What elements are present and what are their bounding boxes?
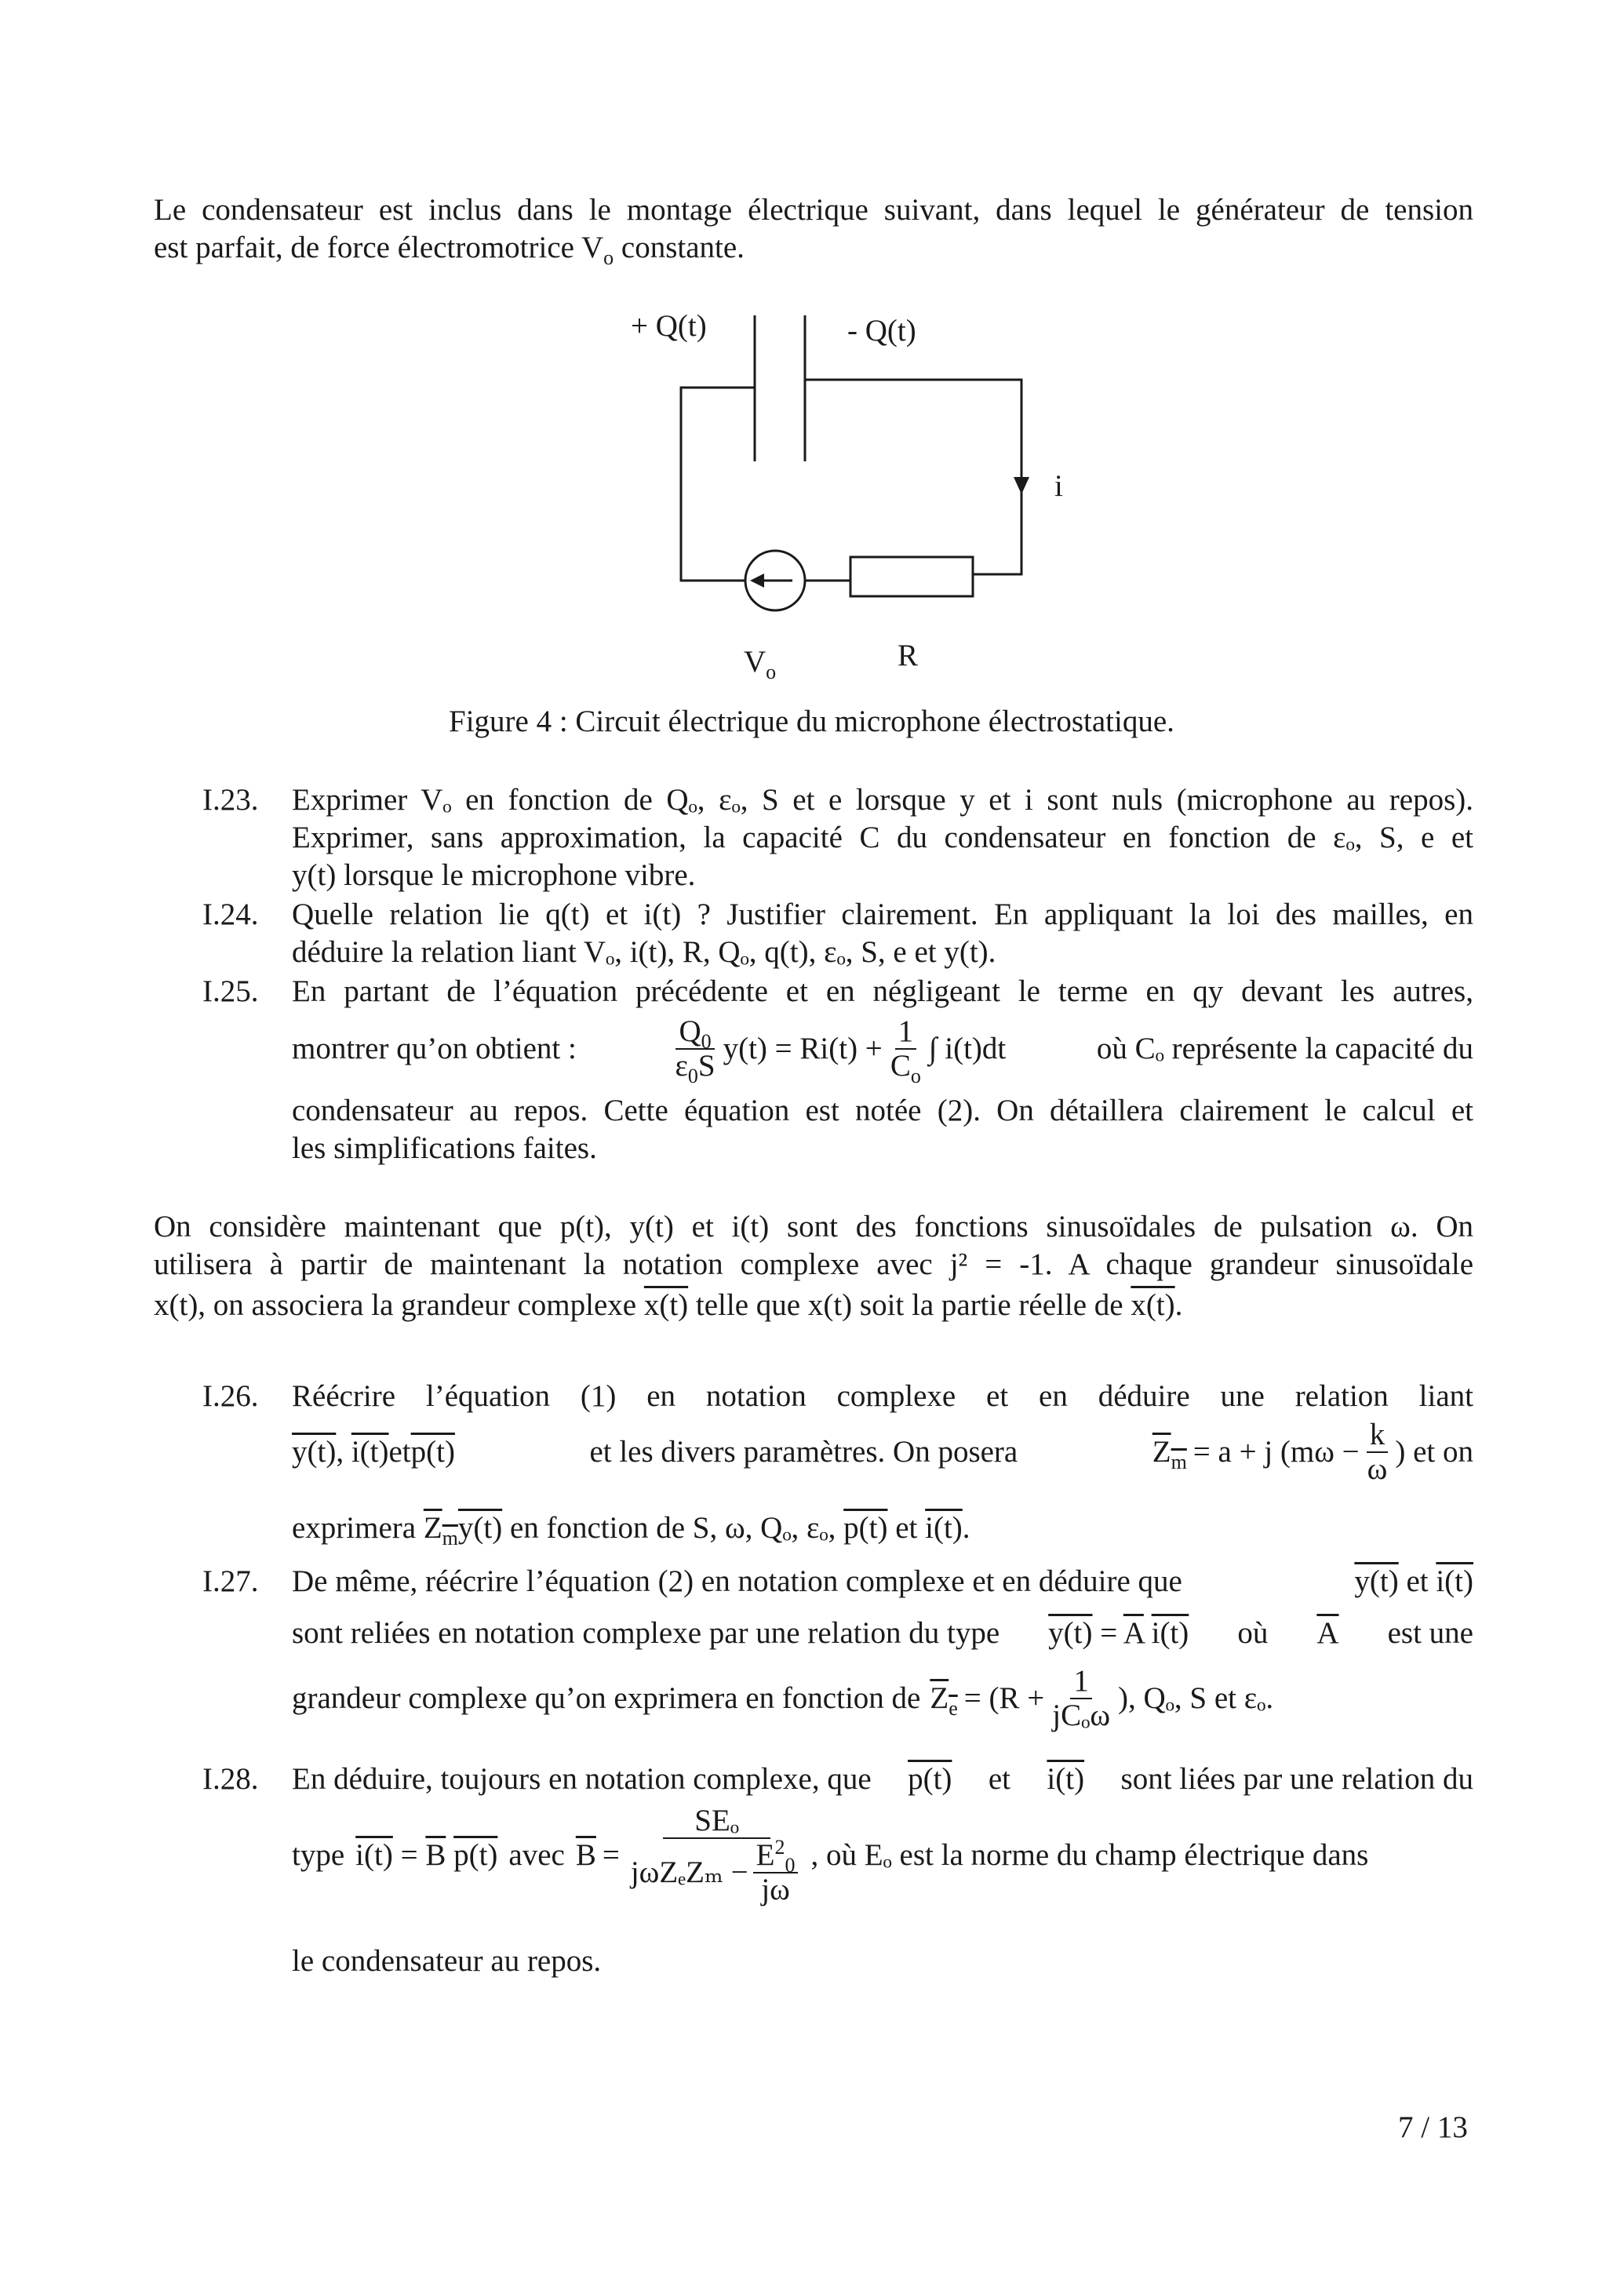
wire-right <box>805 380 1021 574</box>
figure-caption: Figure 4 : Circuit électrique du microphone électrostatique. <box>449 705 1174 738</box>
question-number-24: I.24. <box>202 898 259 931</box>
intro-line-2: est parfait, de force électromotrice $V_o$ constante. <box>154 231 745 269</box>
q27-line-1: De même, réécrire l’équation (2) en notation complexe et en déduire que y(t) et i(t) <box>292 1564 1473 1598</box>
q26-line-3: exprimera $Z_my(t)$ en fonction de S, ω, Qₒ, εₒ, p(t) et i(t). <box>292 1511 970 1549</box>
label-minus-q: - Q(t) <box>847 314 916 348</box>
q25-line-4: les simplifications faites. <box>292 1131 597 1165</box>
label-current-i: i <box>1054 469 1063 503</box>
fraction-b-definition: SEₒ jωZₑZₘ − $\frac{E^2_0}{j\omega}$ <box>628 1804 807 1906</box>
q28-line-3: le condensateur au repos. <box>292 1944 602 1978</box>
wire-left <box>681 388 755 581</box>
current-arrow <box>1014 477 1029 494</box>
question-number-26: I.26. <box>202 1379 259 1413</box>
q23-line-2: Exprimer, sans approximation, la capacité C du condensateur en fonction de εₒ, S, e et <box>292 821 1473 854</box>
label-vo: $V_o$ <box>744 645 777 683</box>
q25-equation-line: montrer qu’on obtient : $\frac{Q_0}{\varepsilon_0S}$ y(t) = Ri(t) + $\frac{1}{C_o}$ ∫ i(t)dt où Cₒ représente la capacité du <box>292 1014 1473 1087</box>
generator-arrow-head <box>750 574 764 588</box>
page-number: 7 / 13 <box>1398 2110 1468 2144</box>
mid-line-1: On considère maintenant que p(t), y(t) et i(t) sont des fonctions sinusoïdales de pulsation ω. On <box>154 1210 1473 1243</box>
q24-line-2: déduire la relation liant Vₒ, i(t), R, Qₒ, q(t), εₒ, S, e et y(t). <box>292 935 996 969</box>
resistor <box>850 557 973 596</box>
q23-line-1: Exprimer Vₒ en fonction de Qₒ, εₒ, S et e lorsque y et i sont nuls (microphone au repos). <box>292 783 1473 817</box>
q24-line-1: Quelle relation lie q(t) et i(t) ? Justifier clairement. En appliquant la loi des mailles, en <box>292 898 1473 931</box>
q25-line-1: En partant de l’équation précédente et en négligeant le terme en qy devant les autres, <box>292 974 1473 1008</box>
fraction-q0-eps0s: $\frac{Q_0}{\varepsilon_0S}$ <box>675 1014 716 1087</box>
q23-line-3: y(t) lorsque le microphone vibre. <box>292 858 696 892</box>
fraction-e0sq-jomega: $\frac{E^2_0}{j\omega}$ <box>753 1839 799 1906</box>
q28-line-1: En déduire, toujours en notation complexe, que p(t) et i(t) sont liées par une relation du <box>292 1762 1473 1796</box>
intro-line-1: Le condensateur est inclus dans le montage électrique suivant, dans lequel le générateur de tension <box>154 193 1473 227</box>
mid-line-2: utilisera à partir de maintenant la notation complexe avec j² = -1. A chaque grandeur sinusoïdale <box>154 1247 1473 1281</box>
fraction-1-jcomega: $\frac{1}{\text{jCₒω}}$ <box>1052 1664 1110 1732</box>
label-plus-q: + Q(t) <box>631 309 707 343</box>
q26-line-2: y(t), i(t)etp(t) et les divers paramètres. On posera $Z_m$ = a + j (mω − $\frac{k}{\omega}$ ) et on <box>292 1418 1473 1486</box>
question-number-27: I.27. <box>202 1564 259 1598</box>
q25-line-3: condensateur au repos. Cette équation est notée (2). On détaillera clairement le calcul et <box>292 1094 1473 1127</box>
fraction-k-omega: $\frac{k}{\omega}$ <box>1367 1418 1388 1486</box>
q26-line-1: Réécrire l’équation (1) en notation complexe et en déduire une relation liant <box>292 1379 1473 1413</box>
mid-line-3: x(t), on associera la grandeur complexe x(t) telle que x(t) soit la partie réelle de x(t). <box>154 1288 1183 1322</box>
q27-line-3: grandeur complexe qu’on exprimera en fonction de $Z_e$ = (R + $\frac{1}{\text{jCₒω}}$ ), Qₒ, S et εₒ. <box>292 1664 1274 1732</box>
question-number-23: I.23. <box>202 783 259 817</box>
fraction-1-co: $\frac{1}{C_o}$ <box>890 1014 921 1087</box>
question-number-28: I.28. <box>202 1762 259 1796</box>
question-number-25: I.25. <box>202 974 259 1008</box>
q27-line-2: sont reliées en notation complexe par une relation du type $y(t) = \overline{A}$ i(t) où $\overline{A}$ est une <box>292 1616 1473 1650</box>
label-r: R <box>898 639 919 672</box>
q28-line-2: type $i(t) = \overline{B}$ p(t) avec $\overline{B}$ = SEₒ jωZₑZₘ − $\frac{E^2_0}{j\omega}$ , où Eₒ est la norme du champ électrique dans <box>292 1804 1369 1906</box>
